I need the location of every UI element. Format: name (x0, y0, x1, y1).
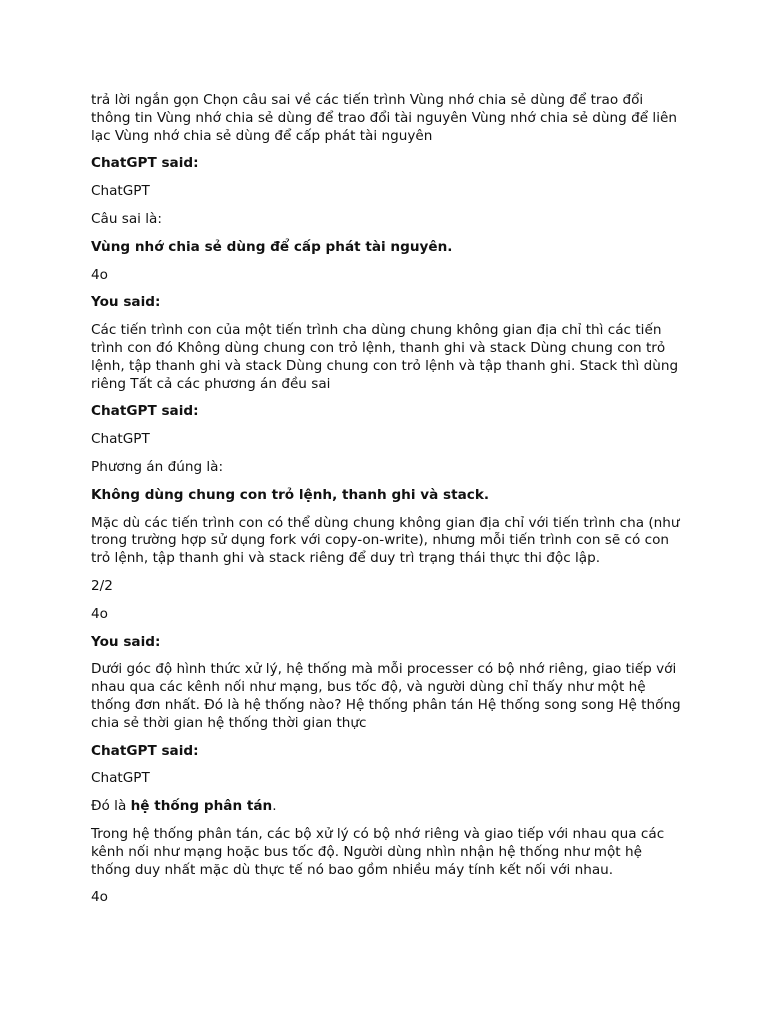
response-version: 2/2 (91, 577, 113, 594)
you-said-label: You said: (91, 633, 161, 650)
answer-explanation: Mặc dù các tiến trình con có thể dùng chung không gian địa chỉ với tiến trình cha (như trong trường hợp sử dụng fork với copy-on-write), nhưng mỗi tiến trình con sẽ có con trỏ lệnh, tập thanh ghi và stack riêng để duy trì trạng thái thực thi độc lập. (91, 514, 680, 567)
chatgpt-said-label: ChatGPT said: (91, 155, 199, 172)
chatgpt-name: ChatGPT (91, 770, 150, 787)
model-label: 4o (91, 266, 108, 283)
user-question-3: Dưới góc độ hình thức xử lý, hệ thống mà mỗi processer có bộ nhớ riêng, giao tiếp với nhau qua các kênh nối như mạng, bus tốc độ, và người dùng chỉ thấy như một hệ thống đơn nhất. Đó là hệ thống nào? Hệ thống phân tán Hệ thống song song Hệ thống chia sẻ thời gian hệ thống thời gian thực (91, 661, 681, 731)
document-page (91, 92, 681, 917)
model-label: 4o (91, 889, 108, 906)
answer-statement (91, 798, 681, 816)
answer-highlight: Không dùng chung con trỏ lệnh, thanh ghi và stack. (91, 486, 490, 503)
chatgpt-name: ChatGPT (91, 431, 150, 448)
model-label: 4o (91, 605, 108, 622)
you-said-label: You said: (91, 294, 161, 311)
chatgpt-name: ChatGPT (91, 183, 150, 200)
answer-intro: Câu sai là: (91, 210, 162, 227)
answer-bold: hệ thống phân tán (130, 798, 273, 815)
answer-intro: Phương án đúng là: (91, 458, 224, 475)
answer-highlight: Vùng nhớ chia sẻ dùng để cấp phát tài nguyên. (91, 238, 453, 255)
answer-prefix: Đó là (91, 798, 131, 815)
chatgpt-said-label: ChatGPT said: (91, 403, 199, 420)
answer-suffix: . (272, 798, 277, 815)
user-question-2: Các tiến trình con của một tiến trình cha dùng chung không gian địa chỉ thì các tiến trình con đó Không dùng chung con trỏ lệnh, thanh ghi và stack Dùng chung con trỏ lệnh, tập thanh ghi và stack Dùng chung con trỏ lệnh và tập thanh ghi. Stack thì dùng riêng Tất cả các phương án đều sai (91, 322, 679, 392)
answer-explanation: Trong hệ thống phân tán, các bộ xử lý có bộ nhớ riêng và giao tiếp với nhau qua các kênh nối như mạng hoặc bus tốc độ. Người dùng nhìn nhận hệ thống như một hệ thống duy nhất mặc dù thực tế nó bao gồm nhiều máy tính kết nối với nhau. (91, 825, 665, 878)
user-question-1: trả lời ngắn gọn Chọn câu sai về các tiến trình Vùng nhớ chia sẻ dùng để trao đổi thông tin Vùng nhớ chia sẻ dùng để trao đổi tài nguyên Vùng nhớ chia sẻ dùng để liên lạc Vùng nhớ chia sẻ dùng để cấp phát tài nguyên (91, 92, 677, 144)
chatgpt-said-label: ChatGPT said: (91, 742, 199, 759)
